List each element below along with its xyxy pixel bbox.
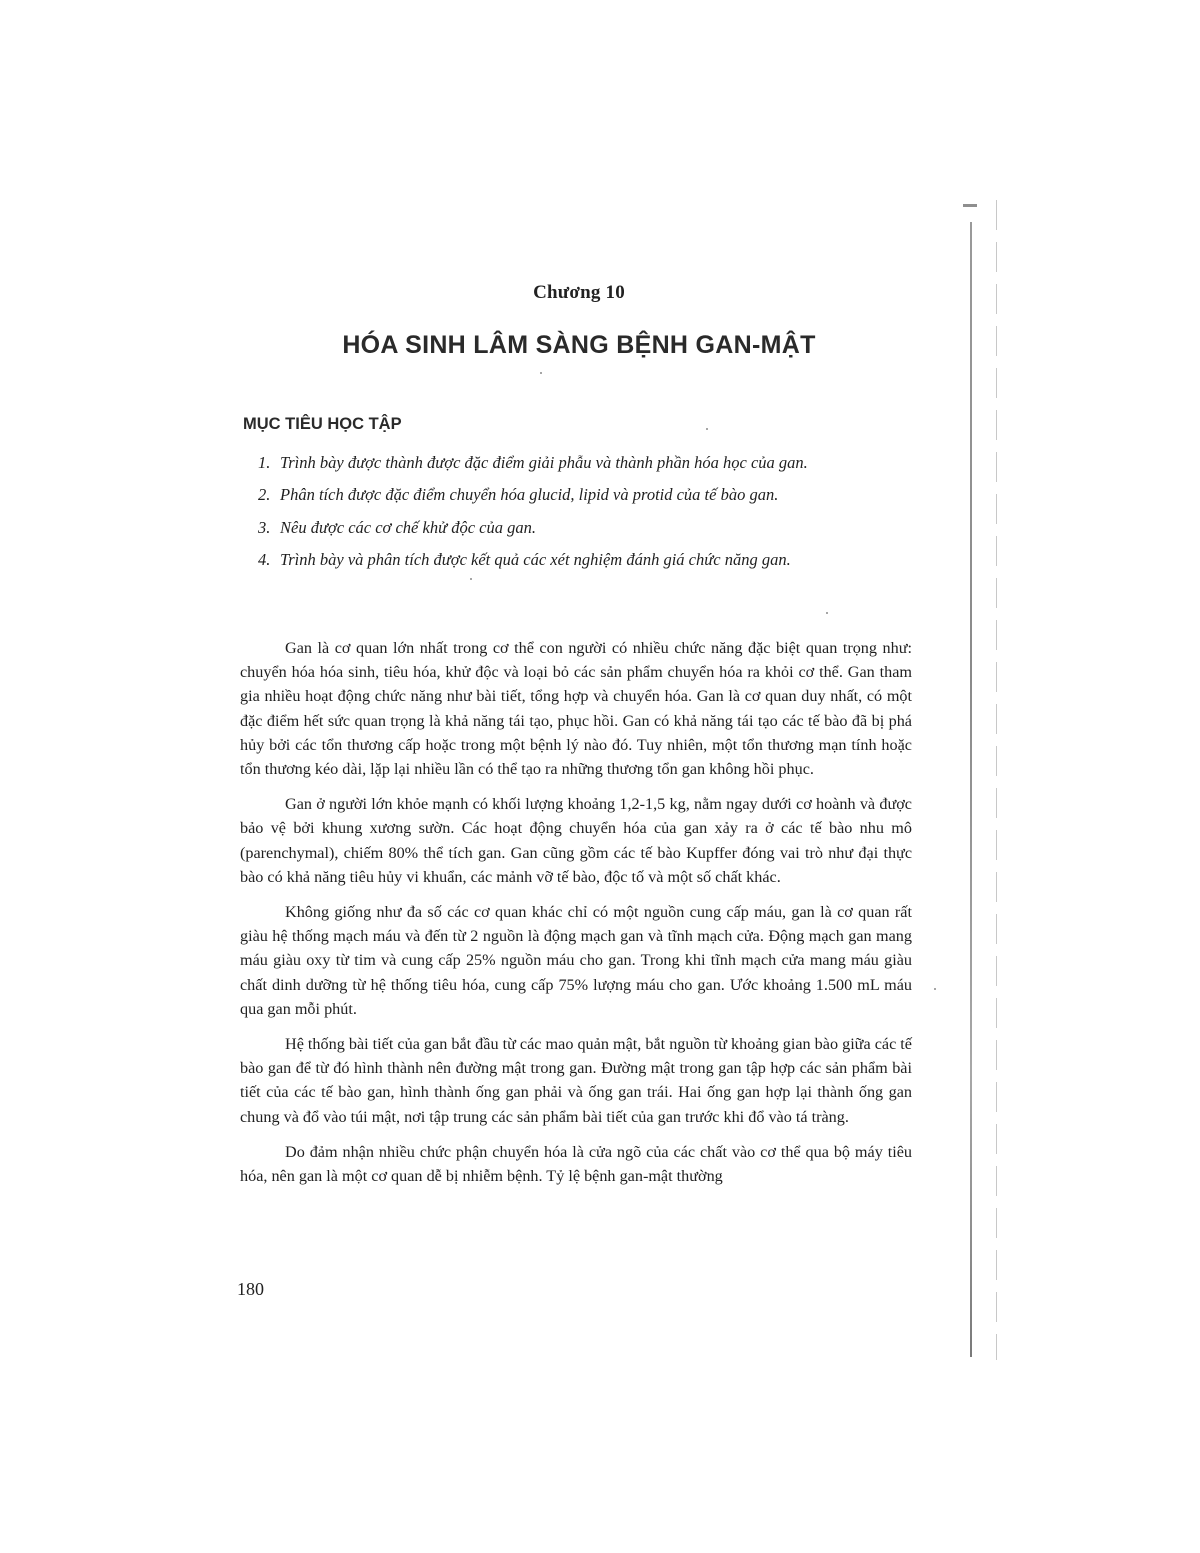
body-text [240, 636, 912, 1199]
body-paragraph: Gan ở người lớn khỏe mạnh có khối lượng khoảng 1,2-1,5 kg, nằm ngay dưới cơ hoành và được bảo vệ bởi khung xương sườn. Các hoạt động chuyển hóa của gan xảy ra ở các tế bào nhu mô (parenchymal), chiếm 80% thể tích gan. Gan cũng gồm các tế bào Kupffer đóng vai trò như đại thực bào có khả năng tiêu hủy vi khuẩn, các mảnh vỡ tế bào, độc tố và một số chất khác. [240, 795, 912, 886]
binding-edge-line [970, 222, 972, 1357]
objective-text: Phân tích được đặc điểm chuyển hóa glucid, lipid và protid của tế bào gan. [280, 485, 779, 505]
page-number: 180 [237, 1279, 264, 1299]
objective-number: 2. [258, 485, 271, 505]
objective-number: 1. [258, 453, 271, 472]
objective-item [258, 481, 958, 513]
objective-item [258, 514, 958, 546]
chapter-label: Chương 10 [533, 282, 625, 303]
objective-text: Nêu được các cơ chế khử độc của gan. [280, 517, 536, 537]
chapter-title: HÓA SINH LÂM SÀNG BỆNH GAN-MẬT [342, 331, 816, 359]
scan-speck [934, 988, 936, 990]
scan-speck [540, 372, 542, 374]
body-paragraph: Không giống như đa số các cơ quan khác chỉ có một nguồn cung cấp máu, gan là cơ quan rất giàu hệ thống mạch máu và đến từ 2 nguồn là động mạch gan và tĩnh mạch cửa. Động mạch gan mang máu giàu oxy từ tim và cung cấp 25% nguồn máu cho gan. Trong khi tĩnh mạch cửa mang máu giàu chất dinh dưỡng từ hệ thống tiêu hóa, cung cấp 75% lượng máu cho gan. Ước khoảng 1.500 mL máu qua gan mỗi phút. [240, 903, 912, 1018]
objective-item [258, 546, 958, 578]
objective-text: Trình bày được thành được đặc điểm giải phẫu và thành phần hóa học của gan. [280, 453, 808, 472]
binding-mark [963, 204, 977, 207]
objectives-list [258, 449, 958, 578]
scan-speck [826, 612, 828, 614]
body-paragraph: Do đảm nhận nhiều chức phận chuyển hóa là cửa ngõ của các chất vào cơ thể qua bộ máy tiêu hóa, nên gan là một cơ quan dễ bị nhiễm bệnh. Tỷ lệ bệnh gan-mật thường [240, 1142, 912, 1186]
body-paragraph: Gan là cơ quan lớn nhất trong cơ thể con người có nhiều chức năng đặc biệt quan trọng như: chuyển hóa hóa sinh, tiêu hóa, khử độc và loại bỏ các sản phẩm chuyển hóa ra khỏi cơ thể. Gan tham gia nhiều hoạt động chức năng như bài tiết, tổng hợp và chuyển hóa. Gan là cơ quan duy nhất, có một đặc điểm hết sức quan trọng là khả năng tái tạo, phục hồi. Gan có khả năng tái tạo các tế bào đã bị phá hủy bởi các tổn thương cấp hoặc trong một bệnh lý nào đó. Tuy nhiên, một tổn thương mạn tính hoặc tổn thương kéo dài, lặp lại nhiều lần có thể tạo ra những thương tổn gan không hồi phục. [240, 639, 912, 779]
objective-text: Trình bày và phân tích được kết quả các xét nghiệm đánh giá chức năng gan. [280, 549, 791, 569]
objective-item [258, 449, 958, 481]
objectives-heading: MỤC TIÊU HỌC TẬP [243, 415, 402, 433]
scan-speck [470, 578, 472, 580]
objective-number: 3. [258, 517, 271, 537]
objective-number: 4. [258, 549, 271, 569]
body-paragraph: Hệ thống bài tiết của gan bắt đầu từ các mao quản mật, bắt nguồn từ khoảng gian bào giữa các tế bào gan để từ đó hình thành nên đường mật trong gan. Đường mật trong gan tập hợp các sản phẩm bài tiết của các tế bào gan, hình thành ống gan phải và ống gan trái. Hai ống gan hợp lại thành ống gan chung và đổ vào túi mật, nơi tập trung các sản phẩm bài tiết của gan trước khi đổ vào tá tràng. [240, 1035, 912, 1126]
scan-speck [706, 428, 708, 430]
binding-edge-shadow [996, 200, 997, 1360]
